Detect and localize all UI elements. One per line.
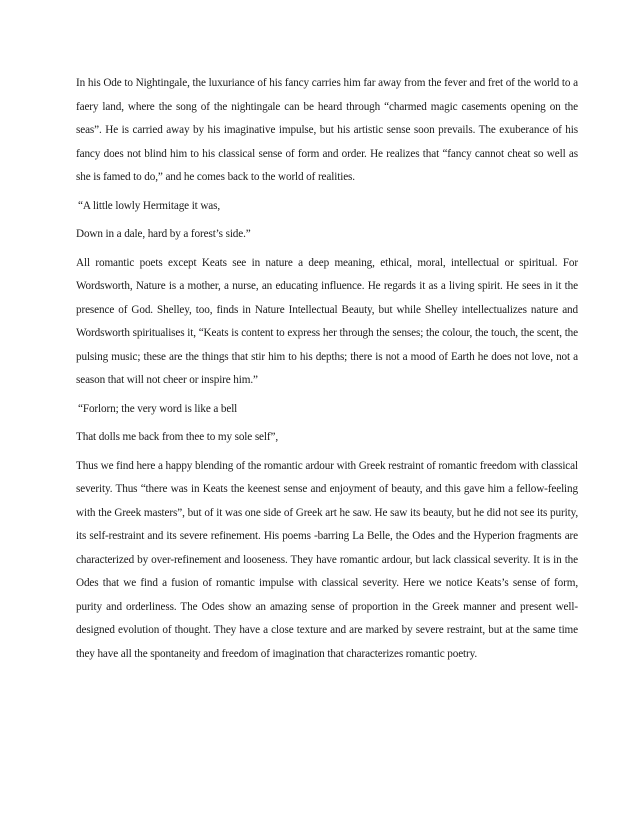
paragraph-greek-blending: Thus we find here a happy blending of the romantic ardour with Greek restraint of romantic freedom with classical severity. Thus “there was in Keats the keenest sense and enjoyment of beauty, and this gave him a fellow-feeling with the Greek masters”, but of it was one side of Greek art he saw. He saw its beauty, but he did not see its purity, its self-restraint and its severe refinement. His poems -barring La Belle, the Odes and the Hyperion fragments are characterized by over-refinement and looseness. They have romantic ardour, but lack classical severity. It is in the Odes that we find a fusion of romantic impulse with classical severity. Here we notice Keats’s sense of form, purity and orderliness. The Odes show an amazing sense of proportion in the Greek manner and present well-designed evolution of thought. They have a close texture and are marked by severe restraint, but at the same time they have all the spontaneity and freedom of imagination that characterizes romantic poetry. bbox=[76, 459, 578, 660]
quote-forlorn-line-1: “Forlorn; the very word is like a bell bbox=[78, 402, 238, 415]
quote-hermitage-line-2: Down in a dale, hard by a forest’s side.” bbox=[76, 228, 251, 240]
paragraph-nightingale: In his Ode to Nightingale, the luxuriance of his fancy carries him far away from the fever and fret of the world to a faery land, where the song of the nightingale can be heard through “charmed magic casements opening on the seas”. He is carried away by his imaginative impulse, but his artistic sense soon prevails. The exuberance of his fancy does not blind him to his classical sense of form and order. He realizes that “fancy cannot cheat so well as she is famed to do,” and he comes back to the world of realities. bbox=[76, 77, 578, 183]
paragraph-romantic-poets: All romantic poets except Keats see in nature a deep meaning, ethical, moral, intellectual or spiritual. For Wordsworth, Nature is a mother, a nurse, an educating influence. He regards it as a living spirit. He sees in it the presence of God. Shelley, too, finds in Nature Intellectual Beauty, but while Shelley intellectualizes nature and Wordsworth spiritualises it, “Keats is content to express her through the senses; the colour, the touch, the scent, the pulsing music; these are the things that stir him to his depths; there is not a mood of Earth he does not love, not a season that will not cheer or inspire him.” bbox=[76, 256, 578, 386]
quote-hermitage-line-1: “A little lowly Hermitage it was, bbox=[78, 199, 221, 212]
quote-forlorn-line-2: That dolls me back from thee to my sole self”, bbox=[76, 431, 279, 443]
